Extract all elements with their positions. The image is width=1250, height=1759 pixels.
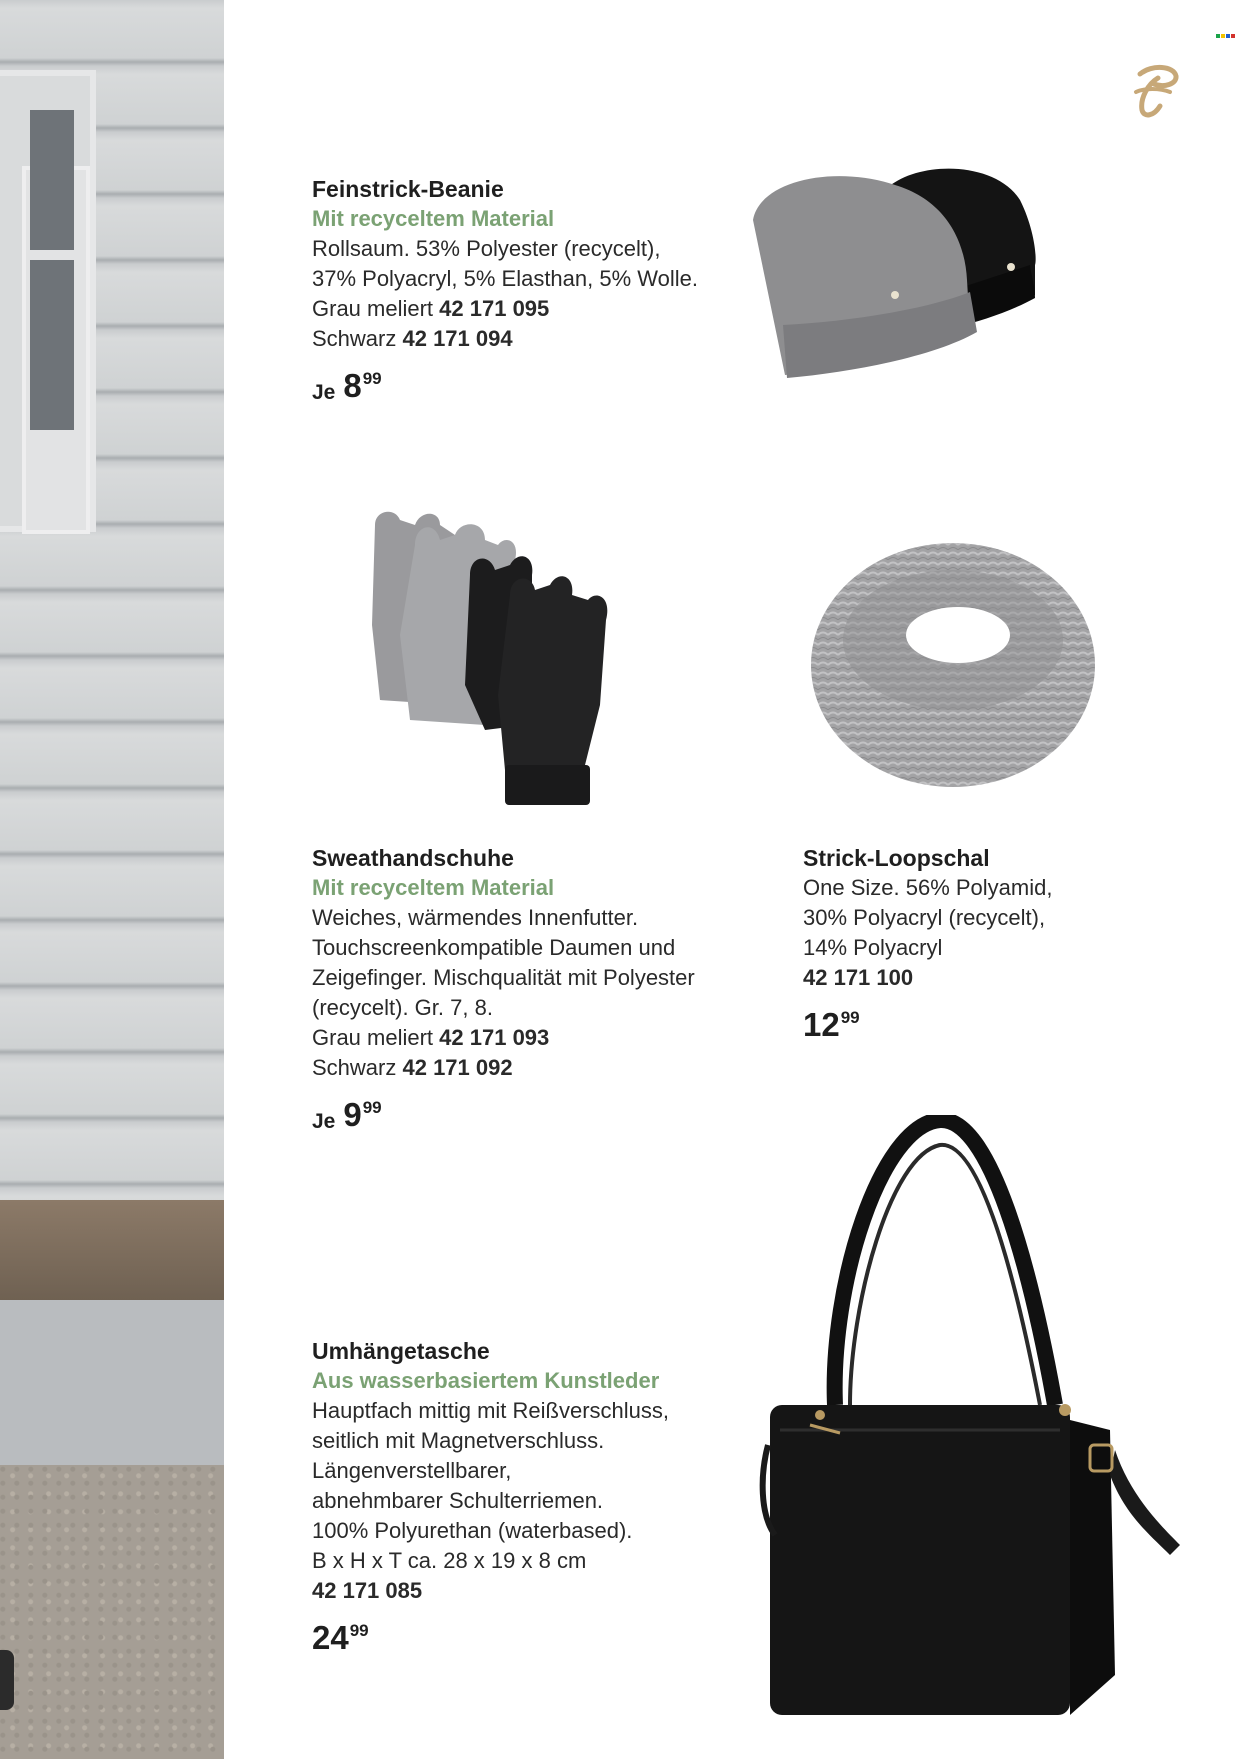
price-prefix: Je: [312, 381, 336, 404]
print-color-marks: [1216, 34, 1235, 38]
product-description-line: One Size. 56% Polyamid,: [803, 875, 1053, 900]
product-description-line: 30% Polyacryl (recycelt),: [803, 905, 1046, 930]
product-description-line: Hauptfach mittig mit Reißverschluss,: [312, 1398, 669, 1423]
product-subtitle: Aus wasserbasiertem Kunstleder: [312, 1368, 660, 1393]
article-number: 42 171 095: [439, 296, 550, 321]
gravel-ground: [0, 1465, 224, 1759]
beanie-image-icon: [745, 160, 1125, 400]
product-description-line: 37% Polyacryl, 5% Elasthan, 5% Wolle.: [312, 266, 698, 291]
house-facade-photo: [0, 0, 224, 1759]
article-number: 42 171 100: [803, 965, 914, 990]
price: [312, 1612, 722, 1657]
price-cents: 99: [349, 1621, 369, 1640]
product-description-line: abnehmbarer Schulterriemen.: [312, 1488, 604, 1513]
product-subtitle: Mit recyceltem Material: [312, 875, 555, 900]
gloves-image-icon: [360, 505, 635, 820]
product-description-line: Längenverstellbarer,: [312, 1458, 512, 1483]
product-gloves: [312, 843, 722, 1141]
variant-line: [312, 1023, 722, 1053]
product-beanie: [312, 174, 722, 412]
product-title: Strick-Loopschal: [803, 845, 990, 871]
price-main: 8: [343, 367, 362, 404]
price-prefix: Je: [312, 1110, 336, 1133]
boot-icon: [0, 1650, 14, 1710]
product-description-line: 100% Polyurethan (waterbased).: [312, 1518, 633, 1543]
variant-color: Grau meliert: [312, 296, 434, 321]
wooden-deck: [0, 1200, 224, 1300]
product-loop-scarf: [803, 843, 1213, 1044]
article-number: 42 171 085: [312, 1578, 423, 1603]
product-shoulder-bag: [312, 1336, 722, 1657]
shoulder-bag-image-icon: [740, 1115, 1180, 1735]
product-description-line: seitlich mit Magnetverschluss.: [312, 1428, 605, 1453]
product-subtitle: Mit recyceltem Material: [312, 206, 555, 231]
product-description-line: (recycelt). Gr. 7, 8.: [312, 995, 493, 1020]
tchibo-bean-logo-icon: [1130, 62, 1182, 122]
product-description-line: Touchscreenkompatible Daumen und: [312, 935, 676, 960]
loop-scarf-image-icon: [808, 540, 1098, 800]
price-main: 9: [343, 1096, 362, 1133]
product-description-line: B x H x T ca. 28 x 19 x 8 cm: [312, 1548, 587, 1573]
product-title: Sweathandschuhe: [312, 845, 514, 871]
variant-line: [312, 1053, 722, 1083]
stone-step: [0, 1300, 224, 1465]
price: [312, 360, 722, 412]
product-title: Feinstrick-Beanie: [312, 176, 504, 202]
price-cents: 99: [362, 369, 382, 388]
price: [312, 1089, 722, 1141]
price-cents: 99: [362, 1098, 382, 1117]
article-number: 42 171 093: [439, 1025, 550, 1050]
product-description-line: 14% Polyacryl: [803, 935, 943, 960]
product-description-line: Zeigefinger. Mischqualität mit Polyester: [312, 965, 695, 990]
product-title: Umhängetasche: [312, 1338, 490, 1364]
variant-color: Schwarz: [312, 326, 397, 351]
price: [803, 999, 1213, 1044]
variant-line: [312, 294, 722, 324]
price-main: 24: [312, 1619, 349, 1656]
variant-color: Grau meliert: [312, 1025, 434, 1050]
price-cents: 99: [840, 1008, 860, 1027]
variant-color: Schwarz: [312, 1055, 397, 1080]
article-number: 42 171 094: [402, 326, 513, 351]
product-description-line: Weiches, wärmendes Innenfutter.: [312, 905, 639, 930]
price-main: 12: [803, 1006, 840, 1043]
variant-line: [312, 324, 722, 354]
article-number: 42 171 092: [402, 1055, 513, 1080]
product-description-line: Rollsaum. 53% Polyester (recycelt),: [312, 236, 661, 261]
